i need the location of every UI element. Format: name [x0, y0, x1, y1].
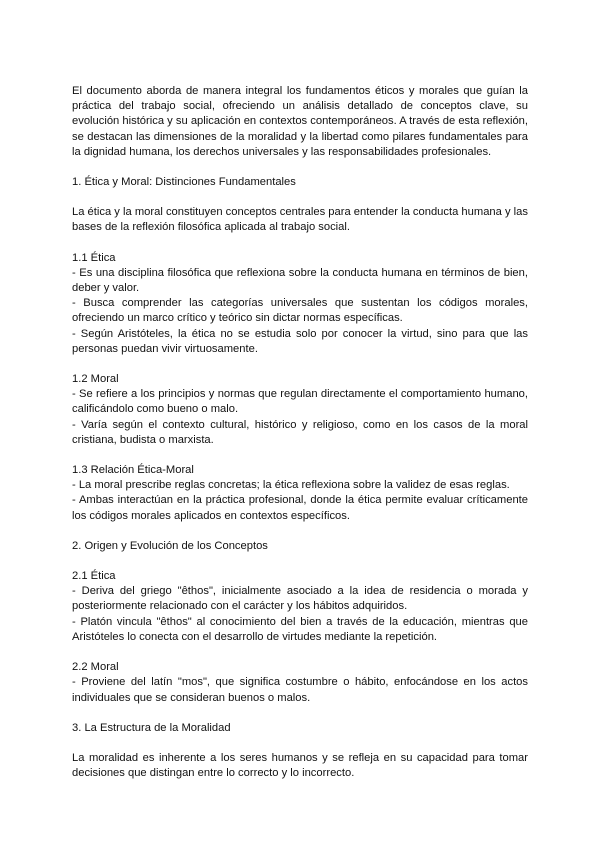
bullet-item: - Según Aristóteles, la ética no se estudia solo por conocer la virtud, sino para que las personas puedan vivir virtuosamente.	[72, 327, 528, 355]
bullet-item: - Varía según el contexto cultural, histórico y religioso, como en los casos de la moral cristiana, budista o marxista.	[72, 418, 528, 446]
section-3-intro: La moralidad es inherente a los seres humanos y se refleja en su capacidad para tomar decisiones que distingan entre lo correcto y lo incorrecto.	[72, 751, 528, 780]
subsection-2-2-title: 2.2 Moral	[72, 661, 119, 674]
bullet-item: - La moral prescribe reglas concretas; la ética reflexiona sobre la validez de esas reglas.	[72, 479, 510, 492]
subsection-2-1-title: 2.1 Ética	[72, 570, 116, 583]
section-3-title: 3. La Estructura de la Moralidad	[72, 721, 231, 734]
section-2-title: 2. Origen y Evolución de los Conceptos	[72, 539, 268, 552]
section-1-intro: La ética y la moral constituyen conceptos centrales para entender la conducta humana y las bases de la reflexión filosófica aplicada al trabajo social.	[72, 206, 528, 234]
subsection-1-1-title: 1.1 Ética	[72, 251, 116, 264]
bullet-item: - Deriva del griego "êthos", inicialmente asociado a la idea de residencia o morada y posteriormente relacionado con el carácter y los hábitos adquiridos.	[72, 585, 528, 613]
bullet-item: - Busca comprender las categorías universales que sustentan los códigos morales, ofreciendo un marco crítico y teórico sin dictar normas específicas.	[72, 297, 528, 325]
bullet-item: - Es una disciplina filosófica que reflexiona sobre la conducta humana en términos de bien, deber y valor.	[72, 266, 528, 295]
section-1-title: 1. Ética y Moral: Distinciones Fundamentales	[72, 176, 296, 189]
subsection-1-1	[72, 251, 528, 357]
subsection-2-2	[72, 660, 528, 706]
subsection-1-2-title: 1.2 Moral	[72, 373, 119, 386]
bullet-item: - Se refiere a los principios y normas que regulan directamente el comportamiento humano, calificándolo como bueno o malo.	[72, 388, 528, 416]
intro-paragraph: El documento aborda de manera integral los fundamentos éticos y morales que guían la práctica del trabajo social, ofreciendo un análisis detallado de conceptos clave, su evolución histórica y su aplicación en contextos contemporáneos. A través de esta reflexión, se destacan las dimensiones de la moralidad y la libertad como pilares fundamentales para la dignidad humana, los derechos universales y las responsabilidades profesionales.	[72, 85, 528, 158]
bullet-item: - Platón vincula "êthos" al conocimiento del bien a través de la educación, mientras que Aristóteles lo conecta con el desarrollo de virtudes mediante la repetición.	[72, 615, 528, 643]
subsection-1-2	[72, 372, 528, 448]
subsection-1-3-title: 1.3 Relación Ética-Moral	[72, 464, 194, 477]
subsection-2-1	[72, 569, 528, 645]
bullet-item: - Ambas interactúan en la práctica profesional, donde la ética permite evaluar críticamente los códigos morales aplicados en contextos específicos.	[72, 494, 528, 522]
bullet-item: - Proviene del latín "mos", que significa costumbre o hábito, enfocándose en los actos individuales que se consideran buenos o malos.	[72, 676, 528, 704]
subsection-1-3	[72, 463, 528, 524]
